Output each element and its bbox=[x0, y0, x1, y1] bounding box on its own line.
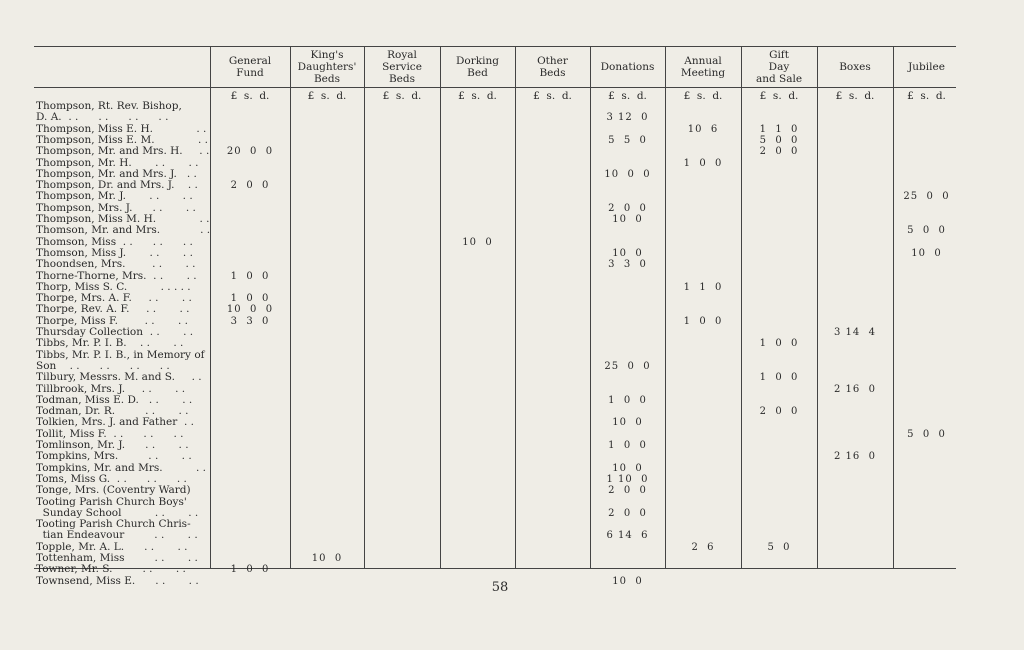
currency-unit-general: £ s. d. bbox=[230, 90, 270, 102]
column-header-royal: Royal Service Beds bbox=[382, 49, 422, 85]
donor-name: Thoondsen, Mrs. . . . . bbox=[36, 258, 196, 271]
donor-name: Tillbrook, Mrs. J. . . . . bbox=[36, 382, 186, 395]
column-header-dorking: Dorking Bed bbox=[456, 55, 499, 79]
amount-donations: 5 5 0 bbox=[608, 134, 647, 146]
column-divider bbox=[364, 47, 365, 568]
donor-name: Thompson, Mrs. J. . . . . bbox=[36, 201, 196, 214]
amount-donations: 3 12 0 bbox=[606, 112, 649, 124]
column-header-other: Other Beds bbox=[537, 55, 568, 79]
column-header-kings: King's Daughters' Beds bbox=[297, 49, 357, 85]
amount-general: 1 0 0 bbox=[230, 270, 270, 282]
donor-name: Tomlinson, Mr. J. . . . . bbox=[36, 439, 189, 451]
donor-name: Thomson, Mr. and Mrs. . . bbox=[36, 224, 211, 237]
amount-donations: 2 0 0 bbox=[608, 485, 647, 497]
donor-name: Todman, Miss E. D. . . . . bbox=[36, 393, 193, 406]
amount-donations: 10 0 bbox=[612, 462, 643, 474]
donor-name: Thursday Collection . . . . bbox=[36, 326, 194, 338]
amount-general: 1 0 0 bbox=[230, 293, 270, 305]
column-header-donations: Donations bbox=[600, 61, 655, 73]
donor-name: Tooting Parish Church Boys' bbox=[36, 495, 187, 508]
donor-name: Towner, Mr. S. . . . . bbox=[36, 563, 186, 576]
amount-donations: 10 0 bbox=[612, 575, 643, 587]
column-header-gift: Gift Day and Sale bbox=[755, 49, 803, 85]
amount-gift: 5 0 0 bbox=[759, 134, 799, 146]
amount-donations: 10 0 bbox=[612, 247, 643, 259]
amount-donations: 2 0 0 bbox=[608, 202, 647, 214]
amount-donations: 3 3 0 bbox=[608, 259, 647, 271]
amount-donations: 25 0 0 bbox=[604, 360, 651, 372]
donor-name: Topple, Mr. A. L. . . . . bbox=[36, 540, 188, 553]
amount-annual: 2 6 bbox=[691, 541, 715, 553]
donor-name: Thompson, Mr. H. . . . . bbox=[36, 156, 199, 169]
donor-name: Tompkins, Mr. and Mrs. . . bbox=[36, 461, 206, 474]
amount-boxes: 3 14 4 bbox=[834, 327, 876, 338]
amount-jubilee: 25 0 0 bbox=[903, 191, 950, 203]
amount-annual: 1 0 0 bbox=[683, 315, 723, 327]
donor-name: Tonge, Mrs. (Coventry Ward) bbox=[36, 484, 191, 497]
amount-annual: 1 0 0 bbox=[683, 157, 723, 169]
column-header-general: General Fund bbox=[228, 55, 272, 79]
amount-gift: 2 0 0 bbox=[759, 406, 799, 418]
amount-jubilee: 5 0 0 bbox=[907, 428, 946, 440]
donor-name: Thomson, Miss . . . . . . bbox=[36, 235, 193, 248]
column-divider bbox=[893, 47, 894, 568]
amount-dorking: 10 0 bbox=[462, 236, 493, 248]
amount-general: 1 0 0 bbox=[230, 564, 270, 576]
column-header-boxes: Boxes bbox=[839, 61, 871, 73]
donor-name: Tollit, Miss F. . . . . . . bbox=[36, 427, 184, 440]
amount-donations: 2 0 0 bbox=[608, 507, 647, 519]
column-divider bbox=[440, 47, 441, 568]
donor-name: Thompson, Miss E. H. . . bbox=[36, 122, 207, 135]
amount-gift: 1 1 0 bbox=[759, 123, 799, 135]
amount-boxes: 2 16 0 bbox=[834, 451, 876, 463]
donor-name: Thompson, Mr. and Mrs. J. . . bbox=[36, 167, 197, 180]
donor-name: Thorpe, Mrs. A. F. . . . . bbox=[36, 292, 192, 305]
donor-name: Thorpe, Miss F. . . . . bbox=[36, 314, 189, 327]
donor-name: Tottenham, Miss . . . . bbox=[36, 552, 198, 564]
donor-name: Thompson, Rt. Rev. Bishop, bbox=[36, 100, 182, 112]
donor-name: Tilbury, Messrs. M. and S. . . bbox=[36, 371, 202, 384]
amount-donations: 1 10 0 bbox=[606, 473, 649, 485]
amount-general: 3 3 0 bbox=[230, 315, 270, 327]
amount-donations: 1 0 0 bbox=[608, 394, 647, 406]
amount-donations: 6 14 6 bbox=[606, 530, 649, 542]
donor-name: Tooting Parish Church Chris- bbox=[36, 518, 191, 531]
amount-jubilee: 5 0 0 bbox=[907, 225, 946, 237]
donor-name: D. A. . . . . . . . . bbox=[36, 111, 169, 124]
amount-kings: 10 0 bbox=[311, 553, 343, 564]
donor-name: Thompson, Mr. J. . . . . bbox=[36, 190, 193, 203]
amount-gift: 2 0 0 bbox=[759, 146, 799, 158]
currency-unit-kings: £ s. d. bbox=[307, 90, 347, 102]
donor-name: Thorpe, Rev. A. F. . . . . bbox=[36, 303, 190, 316]
donor-name: Tolkien, Mrs. J. and Father . . bbox=[36, 416, 194, 429]
amount-donations: 10 0 bbox=[612, 417, 643, 429]
donor-name: Todman, Dr. R. . . . . bbox=[36, 405, 189, 418]
amount-donations: 10 0 0 bbox=[604, 168, 651, 180]
column-divider bbox=[515, 47, 516, 568]
currency-unit-donations: £ s. d. bbox=[608, 90, 647, 102]
donor-name: Tibbs, Mr. P. I. B. . . . . bbox=[36, 337, 184, 350]
donor-name: Thompson, Miss E. M. . . bbox=[36, 133, 208, 146]
currency-unit-boxes: £ s. d. bbox=[835, 90, 875, 102]
donor-name: Toms, Miss G. . . . . . . bbox=[36, 472, 187, 485]
column-header-jubilee: Jubilee bbox=[908, 61, 945, 73]
donor-name: Thompson, Miss M. H. . . bbox=[36, 213, 210, 225]
amount-general: 20 0 0 bbox=[226, 146, 274, 158]
column-divider bbox=[817, 47, 818, 568]
amount-annual: 10 6 bbox=[687, 123, 719, 135]
donor-name: Thorp, Miss S. C. . . . . . bbox=[36, 280, 191, 293]
amount-jubilee: 10 0 bbox=[911, 247, 942, 259]
amount-donations: 10 0 bbox=[612, 214, 643, 225]
amount-general: 10 0 0 bbox=[226, 304, 274, 316]
amount-gift: 1 0 0 bbox=[759, 338, 799, 350]
donor-name: Thompson, Dr. and Mrs. J. . . bbox=[36, 179, 198, 192]
currency-unit-gift: £ s. d. bbox=[759, 90, 799, 102]
donor-name: Thorne-Thorne, Mrs. . . . . bbox=[36, 269, 197, 282]
donor-name: Thomson, Miss J. . . . . bbox=[36, 246, 193, 259]
amount-boxes: 2 16 0 bbox=[834, 383, 876, 395]
amount-annual: 1 1 0 bbox=[683, 281, 723, 293]
currency-unit-other: £ s. d. bbox=[533, 90, 572, 102]
donor-name: Thompson, Mr. and Mrs. H. . . bbox=[36, 145, 210, 158]
donor-name: Son . . . . . . . . bbox=[36, 359, 170, 372]
amount-general: 2 0 0 bbox=[230, 180, 270, 192]
donor-name: Sunday School . . . . bbox=[36, 506, 199, 519]
currency-unit-jubilee: £ s. d. bbox=[907, 90, 946, 102]
currency-unit-royal: £ s. d. bbox=[382, 90, 422, 102]
column-divider bbox=[290, 47, 291, 568]
amount-gift: 1 0 0 bbox=[759, 372, 799, 384]
currency-unit-dorking: £ s. d. bbox=[458, 90, 497, 102]
page-number: 58 bbox=[491, 580, 509, 595]
donor-name: Tibbs, Mr. P. I. B., in Memory of bbox=[36, 348, 205, 361]
donor-name: Tompkins, Mrs. . . . . bbox=[36, 450, 192, 463]
column-header-annual: Annual Meeting bbox=[680, 55, 726, 79]
amount-gift: 5 0 bbox=[767, 541, 791, 553]
amount-donations: 1 0 0 bbox=[608, 440, 647, 451]
donor-name: tian Endeavour . . . . bbox=[36, 529, 198, 542]
currency-unit-annual: £ s. d. bbox=[683, 90, 723, 102]
donor-name: Townsend, Miss E. . . . . bbox=[36, 574, 199, 587]
